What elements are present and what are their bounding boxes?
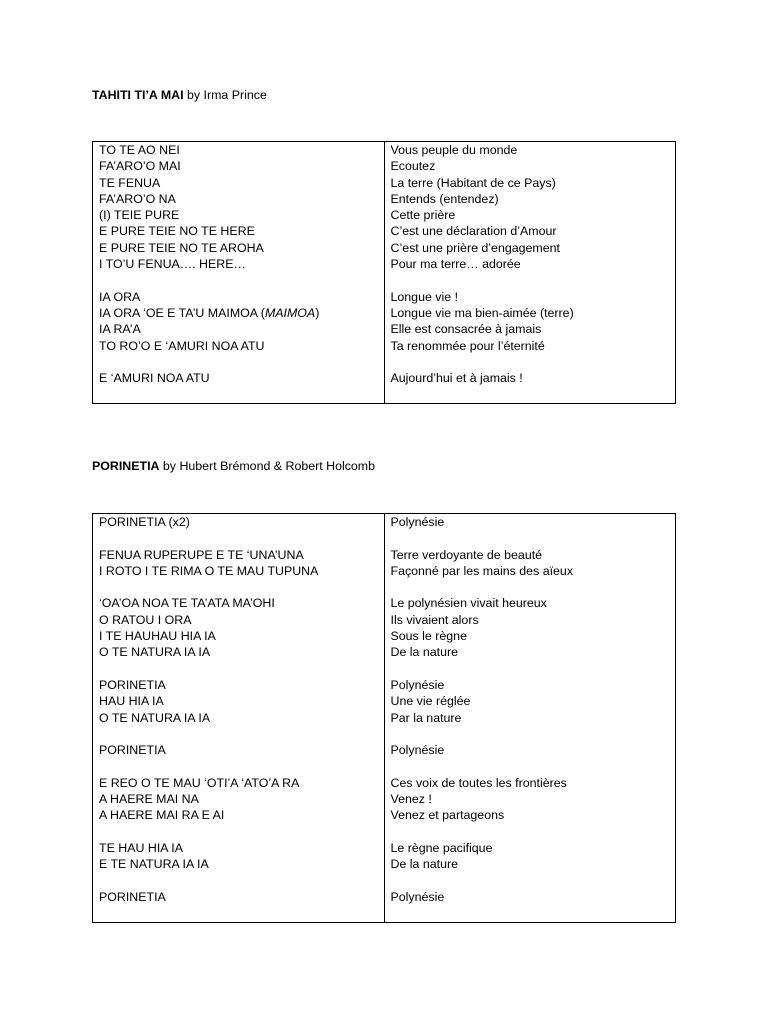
stanza-gap <box>391 530 670 546</box>
lyric-line: TE HAU HIA IA <box>99 840 183 855</box>
stanza-gap <box>99 758 378 774</box>
lyric-line: IA RA’A <box>99 322 141 337</box>
lyric-line: PORINETIA (x2) <box>99 515 190 529</box>
translation-line: Polynésie <box>390 743 445 758</box>
stanza-gap <box>99 873 378 889</box>
stanza-gap <box>99 530 378 546</box>
lyric-line: A HAERE MAI NA <box>99 792 199 807</box>
translation-line: Terre verdoyante de beauté <box>390 547 543 562</box>
translation-line: Venez et partageons <box>390 808 505 823</box>
translation-line: De la nature <box>390 857 459 872</box>
lyric-line <box>99 305 378 321</box>
translation-line: Polynésie <box>390 515 445 529</box>
stanza-gap <box>391 726 670 742</box>
lyric-line: O RATOU I ORA <box>99 612 192 627</box>
lyric-line: E PURE TEIE NO TE AROHA <box>99 240 264 255</box>
translation-line: Polynésie <box>390 889 445 904</box>
translation-line: Aujourd’hui et à jamais ! <box>390 371 523 386</box>
lyric-line: O TE NATURA IA IA <box>99 710 211 725</box>
lyric-line: (I) TEIE PURE <box>99 208 180 223</box>
stanza-gap <box>99 354 378 370</box>
song-byline: by Hubert Brémond & Robert Holcomb <box>159 459 376 473</box>
stanza-gap <box>99 579 378 595</box>
lyric-line: E PURE TEIE NO TE HERE <box>99 224 255 239</box>
stanza-gap <box>391 661 670 677</box>
french-translation-column <box>384 142 676 404</box>
lyric-line: O TE NATURA IA IA <box>99 645 211 660</box>
lyric-line: TO TE AO NEI <box>99 143 180 157</box>
stanza-gap <box>99 824 378 840</box>
lyric-line: TE FENUA <box>99 175 161 190</box>
lyric-line: HAU HIA IA <box>99 694 164 709</box>
translation-line: Ces voix de toutes les frontières <box>390 775 567 790</box>
translation-line: Une vie réglée <box>390 694 471 709</box>
stanza-gap <box>391 579 670 595</box>
stanza-gap <box>391 758 670 774</box>
translation-line: Ta renommée pour l’éternité <box>390 338 545 353</box>
lyric-line: I ROTO I TE RIMA O TE MAU TUPUNA <box>99 563 319 578</box>
translation-line: Sous le règne <box>390 629 467 644</box>
stanza-gap <box>99 272 378 288</box>
translation-line: Le règne pacifique <box>390 840 493 855</box>
lyric-line: TO RO’O E ‘AMURI NOA ATU <box>99 338 265 353</box>
stanza-gap <box>391 873 670 889</box>
lyric-line: ‘OA’OA NOA TE TA’ATA MA’OHI <box>99 596 275 611</box>
lyric-line-part: ) <box>315 305 320 320</box>
stanza-gap <box>391 272 670 288</box>
stanza-gap <box>99 661 378 677</box>
song-title-text: PORINETIA <box>92 459 160 473</box>
song-title-tahiti-tia-mai <box>92 87 267 103</box>
translation-line: Le polynésien vivait heureux <box>390 596 547 611</box>
song-title-porinetia <box>92 458 375 474</box>
translation-line: Ils vivaient alors <box>390 612 479 627</box>
lyric-line: PORINETIA <box>99 743 166 758</box>
lyric-line-part: IA ORA ‘OE E TA’U MAIMOA ( <box>99 305 265 320</box>
lyric-line: FA’ARO’O MAI <box>99 159 181 174</box>
translation-line: Ecoutez <box>390 159 436 174</box>
lyric-line: A HAERE MAI RA E AI <box>99 808 225 823</box>
translation-line: Longue vie ma bien-aimée (terre) <box>390 305 574 320</box>
song-title-text: TAHITI TI’A MAI <box>92 88 184 102</box>
tahitian-lyrics-column <box>93 514 385 923</box>
lyric-line: E ‘AMURI NOA ATU <box>99 371 210 386</box>
stanza-gap <box>391 354 670 370</box>
translation-line: Pour ma terre… adorée <box>390 257 521 272</box>
translation-line: Elle est consacrée à jamais <box>390 322 542 337</box>
tahitian-lyrics-column <box>93 142 385 404</box>
stanza-gap <box>99 726 378 742</box>
song-byline: by Irma Prince <box>183 88 267 102</box>
lyrics-table-porinetia <box>92 513 676 923</box>
french-translation-column <box>384 514 676 923</box>
translation-line: La terre (Habitant de ce Pays) <box>390 175 556 190</box>
lyric-line: I TE HAUHAU HIA IA <box>99 629 216 644</box>
translation-line: C’est une prière d’engagement <box>390 240 560 255</box>
translation-line: Vous peuple du monde <box>390 143 518 157</box>
translation-line: Longue vie ! <box>390 289 459 304</box>
lyrics-table-tahiti-tia-mai <box>92 141 676 404</box>
translation-line: Polynésie <box>390 677 445 692</box>
translation-line: C’est une déclaration d’Amour <box>390 224 557 239</box>
lyric-line-italic-word: MAIMOA <box>264 305 316 320</box>
stanza-gap <box>391 824 670 840</box>
translation-line: Façonné par les mains des aïeux <box>390 563 574 578</box>
lyric-line: FA’ARO’O NA <box>99 191 176 206</box>
lyric-line: IA ORA <box>99 289 141 304</box>
lyric-line: PORINETIA <box>99 677 166 692</box>
translation-line: Par la nature <box>390 710 462 725</box>
translation-line: Entends (entendez) <box>390 191 499 206</box>
lyric-line: PORINETIA <box>99 889 166 904</box>
lyric-line: FENUA RUPERUPE E TE ‘UNA’UNA <box>99 547 304 562</box>
lyric-line: I TO’U FENUA…. HERE… <box>99 257 246 272</box>
lyric-line: E REO O TE MAU ‘OTI’A ‘ATO’A RA <box>99 775 300 790</box>
translation-line: Venez ! <box>390 792 432 807</box>
lyric-line: E TE NATURA IA IA <box>99 857 209 872</box>
translation-line: Cette prière <box>390 208 456 223</box>
translation-line: De la nature <box>390 645 459 660</box>
